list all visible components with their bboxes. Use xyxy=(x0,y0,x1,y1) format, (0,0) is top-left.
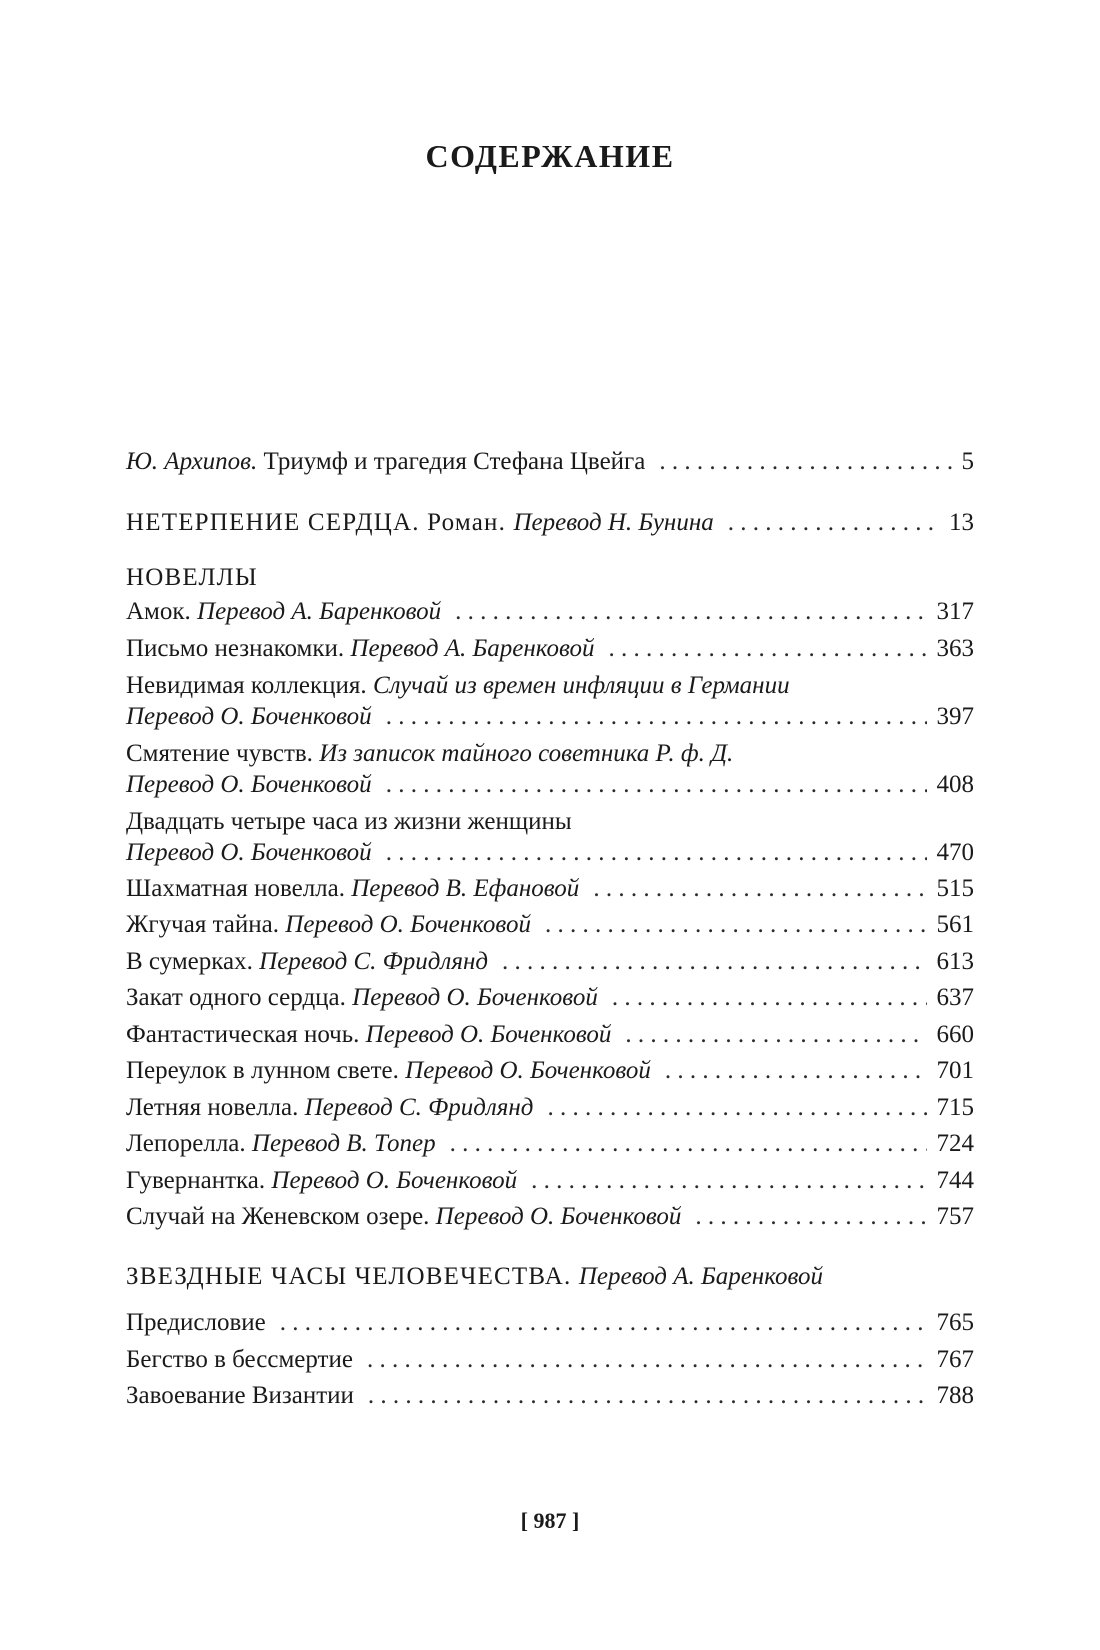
entry-title: НЕТЕРПЕНИЕ СЕРДЦА. Роман. xyxy=(126,509,514,536)
entry-title: Гувернантка. xyxy=(126,1167,272,1194)
dot-leader xyxy=(367,1342,927,1378)
entry-translator: Перевод О. Боченковой xyxy=(126,771,372,798)
page-title: СОДЕРЖАНИЕ xyxy=(425,138,675,174)
toc-entry xyxy=(126,907,974,943)
entry-title: Шахматная новелла. xyxy=(126,875,352,902)
dot-leader xyxy=(450,1126,927,1162)
entry-translator: Перевод О. Боченковой xyxy=(285,911,531,938)
entry-page: 767 xyxy=(936,1346,974,1373)
entry-title: Предисловие xyxy=(126,1309,266,1336)
entry-translator: Перевод О. Боченковой xyxy=(435,1203,682,1230)
entry-title: Переулок в лунном свете. xyxy=(126,1057,406,1084)
dot-leader xyxy=(280,1305,927,1341)
toc-entry xyxy=(126,1378,974,1414)
toc-entry-line2 xyxy=(126,767,974,803)
entry-title: Амок. xyxy=(126,598,198,625)
entry-page: 408 xyxy=(936,771,974,798)
toc-entry xyxy=(126,1163,974,1199)
dot-leader xyxy=(547,1090,926,1126)
entry-title: Письмо незнакомки. xyxy=(126,635,351,662)
dot-leader xyxy=(695,1199,926,1235)
entry-page: 363 xyxy=(936,635,974,662)
section-title: НОВЕЛЛЫ xyxy=(126,564,258,591)
entry-title: Летняя новелла. xyxy=(126,1094,305,1121)
toc-entry xyxy=(126,594,974,630)
entry-page: 397 xyxy=(936,703,974,730)
page-number: [ 987 ] xyxy=(520,1508,580,1533)
entry-page: 5 xyxy=(961,448,974,475)
dot-leader xyxy=(665,1053,927,1089)
entry-translator: Перевод О. Боченковой xyxy=(126,839,372,866)
entry-translator: Перевод В. Топер xyxy=(251,1130,436,1157)
entry-page: 715 xyxy=(936,1094,974,1121)
entry-title: Лепорелла. xyxy=(126,1130,252,1157)
toc-entry-neterpenie xyxy=(126,505,974,541)
entry-page: 637 xyxy=(936,984,974,1011)
entry-translator: Перевод О. Боченковой xyxy=(352,984,598,1011)
dot-leader xyxy=(545,907,927,943)
entry-translator: Перевод О. Боченковой xyxy=(405,1057,651,1084)
dot-leader xyxy=(625,1017,926,1053)
entry-title: Смятение чувств. xyxy=(126,740,320,767)
entry-translator: Перевод Н. Бунина xyxy=(513,509,714,536)
entry-translator: Перевод О. Боченковой xyxy=(271,1167,518,1194)
entry-title: Бегство в бессмертие xyxy=(126,1346,353,1373)
dot-leader xyxy=(386,699,927,735)
entry-subtitle: Случай из времен инфляции в Германии xyxy=(372,672,790,699)
entry-translator: Перевод О. Боченковой xyxy=(126,703,372,730)
entry-title: Невидимая коллекция. xyxy=(126,672,373,699)
entry-title: Закат одного сердца. xyxy=(126,984,353,1011)
entry-page: 757 xyxy=(936,1203,974,1230)
toc-entry-line2 xyxy=(126,699,974,735)
entry-title: Двадцать четыре часа из жизни женщины xyxy=(126,808,572,835)
entry-subtitle: Из записок тайного советника Р. ф. Д. xyxy=(319,740,734,767)
entry-title: Завоевание Византии xyxy=(126,1382,354,1409)
dot-leader xyxy=(593,871,926,907)
dot-leader xyxy=(502,944,927,980)
toc-entry-archipov xyxy=(126,444,974,480)
toc-entry xyxy=(126,1199,974,1235)
entry-translator: Перевод С. Фридлянд xyxy=(304,1094,534,1121)
dot-leader xyxy=(386,767,927,803)
entry-page: 515 xyxy=(936,875,974,902)
entry-translator: Перевод А. Баренковой xyxy=(197,598,442,625)
entry-page: 701 xyxy=(936,1057,974,1084)
entry-page: 561 xyxy=(936,911,974,938)
toc-entry xyxy=(126,871,974,907)
entry-page: 470 xyxy=(936,839,974,866)
entry-title: В сумерках. xyxy=(126,948,260,975)
entry-title: Фантастическая ночь. xyxy=(126,1021,366,1048)
section-heading-novelly xyxy=(126,560,974,596)
entry-translator: Перевод В. Ефановой xyxy=(351,875,580,902)
entry-title: Случай на Женевском озере. xyxy=(126,1203,436,1230)
entry-page: 613 xyxy=(936,948,974,975)
dot-leader xyxy=(455,594,926,630)
toc-entry xyxy=(126,1053,974,1089)
entry-page: 765 xyxy=(936,1309,974,1336)
entry-translator: Перевод О. Боченковой xyxy=(365,1021,612,1048)
toc-entry xyxy=(126,1126,974,1162)
entry-page: 317 xyxy=(936,598,974,625)
toc-entry xyxy=(126,1017,974,1053)
entry-title: Жгучая тайна. xyxy=(126,911,286,938)
entry-page: 744 xyxy=(936,1167,974,1194)
entry-page: 660 xyxy=(936,1021,974,1048)
dot-leader xyxy=(659,444,951,480)
entry-page: 788 xyxy=(936,1382,974,1409)
entry-author: Ю. Архипов. xyxy=(126,448,258,475)
toc-entry xyxy=(126,1342,974,1378)
toc-entry-line2 xyxy=(126,835,974,871)
entry-translator: Перевод А. Баренковой xyxy=(578,1263,823,1290)
toc-entry xyxy=(126,631,974,667)
entry-page: 724 xyxy=(936,1130,974,1157)
dot-leader xyxy=(728,505,939,541)
dot-leader xyxy=(609,631,927,667)
toc-entry xyxy=(126,980,974,1016)
toc-entry xyxy=(126,1305,974,1341)
section-title: ЗВЕЗДНЫЕ ЧАСЫ ЧЕЛОВЕЧЕСТВА. xyxy=(126,1263,579,1290)
entry-translator: Перевод А. Баренковой xyxy=(350,635,595,662)
entry-title: Триумф и трагедия Стефана Цвейга xyxy=(257,448,646,475)
entry-page: 13 xyxy=(949,509,974,536)
dot-leader xyxy=(612,980,927,1016)
dot-leader xyxy=(386,835,927,871)
toc-entry xyxy=(126,1090,974,1126)
section-heading-zvezdnye-chasy xyxy=(126,1259,974,1295)
entry-translator: Перевод С. Фридлянд xyxy=(259,948,488,975)
dot-leader xyxy=(368,1378,927,1414)
dot-leader xyxy=(531,1163,926,1199)
toc-entry xyxy=(126,944,974,980)
